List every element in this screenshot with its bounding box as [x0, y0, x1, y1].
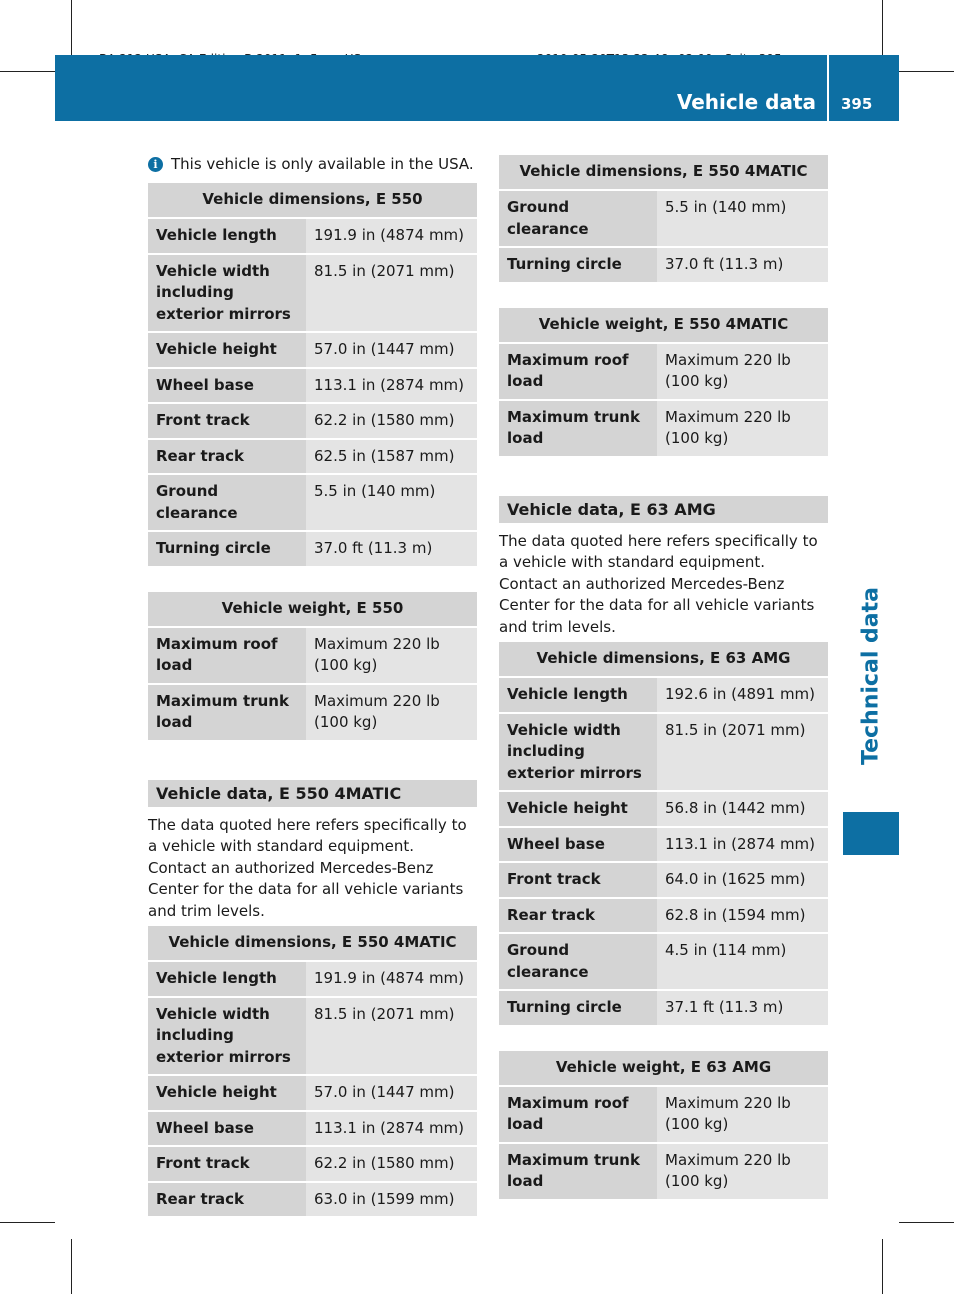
row-value: 56.8 in (1442 mm)	[657, 791, 828, 827]
table-row	[148, 1146, 477, 1182]
left-column	[148, 153, 477, 1218]
table-dimensions-e550	[148, 183, 477, 568]
row-label: Wheel base	[148, 1111, 306, 1147]
row-label: Turning circle	[499, 247, 657, 283]
row-label: Maximum roof load	[499, 1086, 657, 1143]
row-label: Ground clearance	[499, 933, 657, 990]
table-row	[148, 254, 477, 333]
table-row	[148, 439, 477, 475]
row-label: Vehicle height	[148, 1075, 306, 1111]
row-value: 113.1 in (2874 mm)	[306, 1111, 477, 1147]
row-value: 81.5 in (2071 mm)	[306, 254, 477, 333]
row-value: 191.9 in (4874 mm)	[306, 961, 477, 997]
spacer	[499, 458, 828, 496]
table-title: Vehicle dimensions, E 550	[148, 183, 477, 218]
row-label: Wheel base	[499, 827, 657, 863]
table-title: Vehicle weight, E 63 AMG	[499, 1051, 828, 1086]
row-label: Ground clearance	[148, 474, 306, 531]
table-row	[499, 677, 828, 713]
table-row	[499, 862, 828, 898]
table-weight-e550	[148, 592, 477, 742]
table-row	[148, 218, 477, 254]
table-row	[148, 627, 477, 684]
info-icon: i	[148, 157, 163, 172]
table-row	[148, 997, 477, 1076]
row-label: Vehicle length	[499, 677, 657, 713]
spacer	[499, 284, 828, 308]
row-value: Maximum 220 lb (100 kg)	[306, 684, 477, 741]
row-label: Maximum trunk load	[148, 684, 306, 741]
row-label: Turning circle	[499, 990, 657, 1026]
row-label: Vehicle width including exterior mirrors	[499, 713, 657, 792]
chapter-tab-marker	[843, 812, 899, 855]
table-row	[148, 474, 477, 531]
table-weight-e63-amg	[499, 1051, 828, 1201]
table-title: Vehicle weight, E 550 4MATIC	[499, 308, 828, 343]
row-value: Maximum 220 lb (100 kg)	[657, 343, 828, 400]
row-label: Rear track	[499, 898, 657, 934]
table-row	[148, 1182, 477, 1218]
table-row	[499, 1086, 828, 1143]
row-value: 37.0 ft (11.3 m)	[306, 531, 477, 567]
table-row	[499, 400, 828, 457]
crop-mark	[0, 71, 55, 72]
row-label: Vehicle height	[148, 332, 306, 368]
row-label: Vehicle width including exterior mirrors	[148, 997, 306, 1076]
row-label: Vehicle length	[148, 218, 306, 254]
section-heading: Vehicle data, E 63 AMG	[499, 496, 828, 523]
table-row	[499, 827, 828, 863]
row-value: 81.5 in (2071 mm)	[657, 713, 828, 792]
table-title: Vehicle dimensions, E 550 4MATIC	[148, 926, 477, 961]
table-row	[148, 531, 477, 567]
row-label: Ground clearance	[499, 190, 657, 247]
table-row	[148, 684, 477, 741]
table-row	[499, 343, 828, 400]
row-value: 113.1 in (2874 mm)	[657, 827, 828, 863]
row-value: Maximum 220 lb (100 kg)	[306, 627, 477, 684]
table-row	[499, 933, 828, 990]
spacer	[499, 1027, 828, 1051]
row-value: 62.5 in (1587 mm)	[306, 439, 477, 475]
row-label: Maximum trunk load	[499, 1143, 657, 1200]
row-label: Maximum trunk load	[499, 400, 657, 457]
table-row	[499, 1143, 828, 1200]
row-label: Front track	[148, 1146, 306, 1182]
row-label: Maximum roof load	[499, 343, 657, 400]
table-row	[148, 961, 477, 997]
spacer	[148, 742, 477, 780]
section-paragraph: The data quoted here refers specifically to a vehicle with standard equipment. Contact an authorized Mercedes-Benz Center for the data for all vehicle variants and trim levels.	[499, 531, 818, 636]
row-value: Maximum 220 lb (100 kg)	[657, 1143, 828, 1200]
row-value: 64.0 in (1625 mm)	[657, 862, 828, 898]
table-title: Vehicle dimensions, E 550 4MATIC	[499, 155, 828, 190]
table-row	[499, 713, 828, 792]
row-value: 63.0 in (1599 mm)	[306, 1182, 477, 1218]
row-label: Vehicle width including exterior mirrors	[148, 254, 306, 333]
row-label: Wheel base	[148, 368, 306, 404]
availability-note	[148, 153, 477, 175]
section-heading: Vehicle data, E 550 4MATIC	[148, 780, 477, 807]
row-value: 57.0 in (1447 mm)	[306, 1075, 477, 1111]
table-dimensions-e550-4matic	[148, 926, 477, 1218]
row-value: 62.2 in (1580 mm)	[306, 403, 477, 439]
note-text: This vehicle is only available in the USA.	[171, 155, 474, 173]
row-value: 62.2 in (1580 mm)	[306, 1146, 477, 1182]
table-title: Vehicle weight, E 550	[148, 592, 477, 627]
row-label: Rear track	[148, 1182, 306, 1218]
row-label: Front track	[499, 862, 657, 898]
row-value: 37.0 ft (11.3 m)	[657, 247, 828, 283]
row-value: Maximum 220 lb (100 kg)	[657, 400, 828, 457]
row-label: Rear track	[148, 439, 306, 475]
table-row	[499, 791, 828, 827]
crop-mark	[0, 1222, 55, 1223]
table-dimensions-e63-amg	[499, 642, 828, 1027]
row-label: Maximum roof load	[148, 627, 306, 684]
header-divider	[827, 55, 829, 121]
row-value: 37.1 ft (11.3 m)	[657, 990, 828, 1026]
row-value: 57.0 in (1447 mm)	[306, 332, 477, 368]
spacer	[148, 568, 477, 592]
row-label: Vehicle height	[499, 791, 657, 827]
crop-mark	[899, 71, 954, 72]
row-value: 4.5 in (114 mm)	[657, 933, 828, 990]
row-label: Front track	[148, 403, 306, 439]
table-row	[499, 898, 828, 934]
table-row	[148, 403, 477, 439]
page-number: 395	[841, 95, 873, 113]
row-value: 62.8 in (1594 mm)	[657, 898, 828, 934]
row-value: 81.5 in (2071 mm)	[306, 997, 477, 1076]
table-row	[499, 990, 828, 1026]
row-value: 5.5 in (140 mm)	[306, 474, 477, 531]
chapter-title: Technical data	[858, 587, 884, 765]
row-value: 191.9 in (4874 mm)	[306, 218, 477, 254]
section-title: Vehicle data	[676, 90, 816, 114]
table-row	[148, 332, 477, 368]
row-value: Maximum 220 lb (100 kg)	[657, 1086, 828, 1143]
right-column	[499, 155, 828, 1201]
page-header	[55, 55, 899, 121]
table-title: Vehicle dimensions, E 63 AMG	[499, 642, 828, 677]
row-label: Turning circle	[148, 531, 306, 567]
table-row	[148, 1075, 477, 1111]
row-value: 192.6 in (4891 mm)	[657, 677, 828, 713]
section-paragraph: The data quoted here refers specifically to a vehicle with standard equipment. Contact an authorized Mercedes-Benz Center for the data for all vehicle variants and trim levels.	[148, 815, 467, 920]
row-value: 5.5 in (140 mm)	[657, 190, 828, 247]
table-row	[148, 1111, 477, 1147]
crop-mark	[882, 0, 883, 55]
row-value: 113.1 in (2874 mm)	[306, 368, 477, 404]
crop-mark	[71, 1239, 72, 1294]
table-row	[499, 190, 828, 247]
row-label: Vehicle length	[148, 961, 306, 997]
crop-mark	[899, 1222, 954, 1223]
crop-mark	[882, 1239, 883, 1294]
crop-mark	[71, 0, 72, 55]
table-row	[148, 368, 477, 404]
table-row	[499, 247, 828, 283]
table-weight-e550-4matic	[499, 308, 828, 458]
table-dimensions-e550-4matic-continued	[499, 155, 828, 284]
